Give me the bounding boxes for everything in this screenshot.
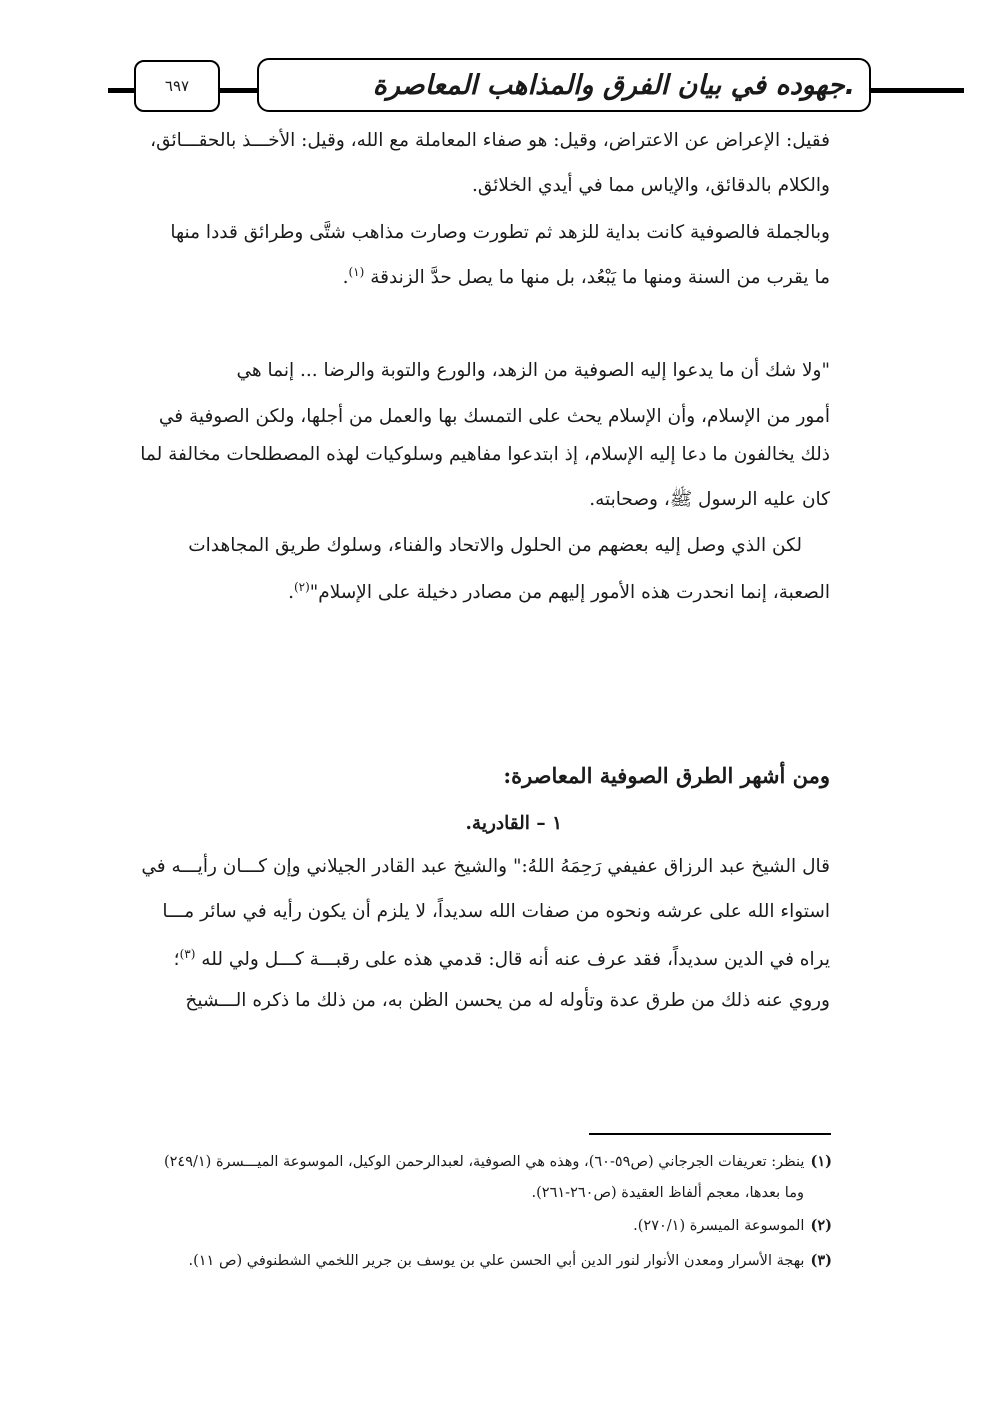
subsection-heading: ١ – القادرية. xyxy=(465,813,562,834)
footnote-ref-1[interactable]: (١) xyxy=(348,265,365,279)
quote-line-6-end: . xyxy=(288,582,294,604)
footnote-1 xyxy=(164,1153,832,1170)
running-title-box xyxy=(257,58,871,112)
body-line-12: استواء الله على عرشه ونحوه من صفات الله سديداً، لا يلزم أن يكون رأيه في سائر مـــا xyxy=(162,901,830,922)
footnote-2-number: (٢) xyxy=(810,1217,832,1234)
footnote-2 xyxy=(633,1217,832,1234)
running-title: جهوده في بيان الفرق والمذاهب المعاصرة. xyxy=(372,69,855,101)
footnote-ref-3[interactable]: (٣) xyxy=(179,947,196,961)
quote-line-3: ذلك يخالفون ما دعا إليه الإسلام، إذ ابتدعوا مفاهيم وسلوكيات لهذه المصطلحات مخالفة لما xyxy=(140,444,830,465)
body-line-13-text: يراه في الدين سديداً، فقد عرف عنه أنه قال: قدمي هذه على رقبـــة كـــل ولي لله xyxy=(201,949,830,971)
body-line-11: قال الشيخ عبد الرزاق عفيفي رَحِمَهُ اللهُ:" والشيخ عبد القادر الجيلاني وإن كـــان رأيـــه في xyxy=(141,856,830,877)
quote-line-1: "ولا شك أن ما يدعوا إليه الصوفية من الزهد، والورع والتوبة والرضا ... إنما هي xyxy=(236,360,830,381)
quote-line-6 xyxy=(288,581,830,603)
body-line-4-text: ما يقرب من السنة ومنها ما يَبْعُد، بل منها ما يصل حدَّ الزندقة xyxy=(370,267,830,289)
quote-line-2: أمور من الإسلام، وأن الإسلام يحث على التمسك بها والعمل من أجلها، ولكن الصوفية في xyxy=(158,406,830,427)
section-heading: ومن أشهر الطرق الصوفية المعاصرة: xyxy=(503,763,830,788)
footnote-3-text: بهجة الأسرار ومعدن الأنوار لنور الدين أبي الحسن علي بن يوسف بن جرير اللخمي الشطنوفي (ص ١١). xyxy=(188,1253,805,1269)
body-line-1: فقيل: الإعراض عن الاعتراض، وقيل: هو صفاء المعاملة مع الله، وقيل: الأخـــذ بالحقـــائق، xyxy=(150,130,830,151)
body-line-13-end: ؛ xyxy=(173,949,180,971)
body-line-14: وروي عنه ذلك من طرق عدة وتأوله له من يحسن الظن به، من ذلك ما ذكره الـــشيخ xyxy=(185,990,830,1011)
quote-line-4: كان عليه الرسول ﷺ، وصحابته. xyxy=(589,489,830,510)
footnote-1-number: (١) xyxy=(810,1153,832,1170)
footnote-3-number: (٣) xyxy=(810,1252,832,1269)
footnote-2-text: الموسوعة الميسرة (٢٧٠/١). xyxy=(633,1218,805,1234)
body-line-3: وبالجملة فالصوفية كانت بداية للزهد ثم تطورت وصارت مذاهب شتَّى وطرائق قددا منها xyxy=(170,222,830,243)
footnote-1-continuation: وما بعدها، معجم ألفاظ العقيدة (ص٢٦٠-٢٦١). xyxy=(531,1185,804,1201)
quote-line-6-text: الصعبة، إنما انحدرت هذه الأمور إليهم من مصادر دخيلة على الإسلام" xyxy=(309,582,830,604)
quote-line-5: لكن الذي وصل إليه بعضهم من الحلول والاتحاد والفناء، وسلوك طريق المجاهدات xyxy=(188,535,802,556)
footnote-ref-2[interactable]: (٢) xyxy=(293,580,310,594)
footnote-3 xyxy=(188,1252,832,1269)
page-number-box xyxy=(134,60,220,112)
body-line-13 xyxy=(174,948,830,970)
footnote-1-text: ينظر: تعريفات الجرجاني (ص٥٩-٦٠)، وهذه هي الصوفية، لعبدالرحمن الوكيل، الموسوعة الميـــسرة (٢٤٩/١) xyxy=(163,1154,805,1170)
footnote-separator xyxy=(589,1133,831,1135)
body-line-4-end: . xyxy=(342,267,349,289)
body-line-2: والكلام بالدقائق، والإياس مما في أيدي الخلائق. xyxy=(471,175,830,196)
page-number: ٦٩٧ xyxy=(164,77,190,95)
body-line-4 xyxy=(343,266,830,288)
